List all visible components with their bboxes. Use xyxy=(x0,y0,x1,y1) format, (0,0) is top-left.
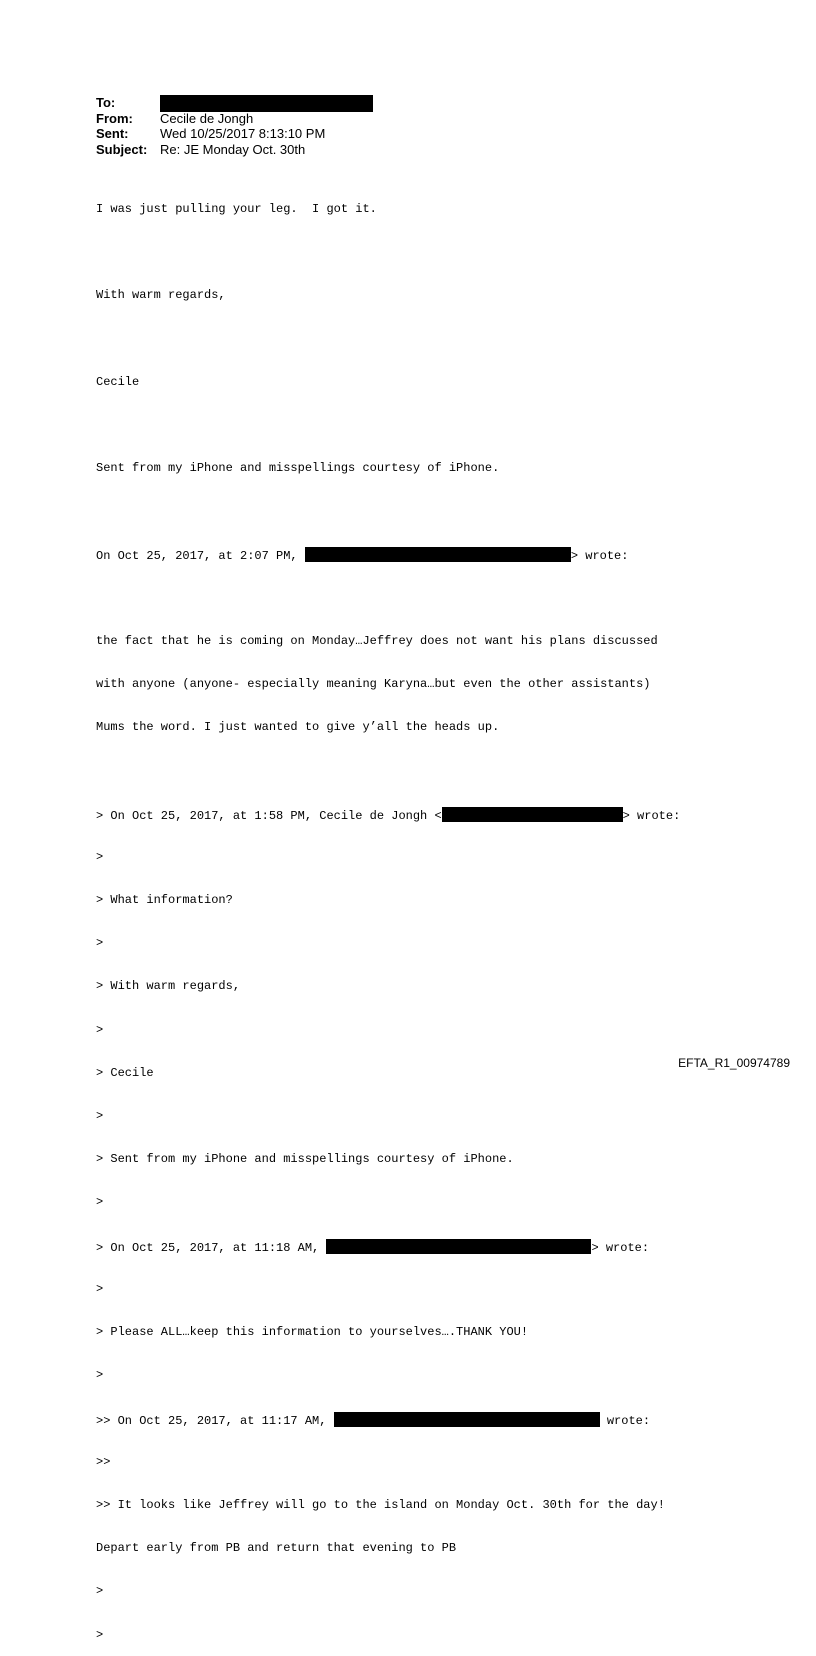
body-line: > xyxy=(96,936,104,951)
subject-value: Re: JE Monday Oct. 30th xyxy=(160,141,306,157)
body-line: Cecile xyxy=(96,374,140,389)
body-line: with anyone (anyone- especially meaning Karyna…but even the other assistants) xyxy=(96,677,651,692)
subject-label: Subject: xyxy=(96,141,148,157)
body-line: > With warm regards, xyxy=(96,979,241,994)
body-line: the fact that he is coming on Monday…Jeffrey does not want his plans discussed xyxy=(96,633,658,648)
from-value: Cecile de Jongh xyxy=(160,110,254,126)
from-row xyxy=(96,111,373,127)
body-line: Depart early from PB and return that evening to PB xyxy=(96,1541,457,1556)
sent-row xyxy=(96,126,373,142)
body-line: >> It looks like Jeffrey will go to the island on Monday Oct. 30th for the day! xyxy=(96,1497,665,1512)
body-line: > xyxy=(96,1281,104,1296)
redaction-box xyxy=(442,807,623,822)
body-line: > Cecile xyxy=(96,1065,154,1080)
redaction-box xyxy=(160,95,373,112)
email-body xyxy=(96,173,680,1656)
body-line: I was just pulling your leg. I got it. xyxy=(96,201,377,216)
body-line: > xyxy=(96,1584,104,1599)
quote-header-tail: > wrote: xyxy=(622,808,681,823)
body-line: > xyxy=(96,1195,104,1210)
body-line: Mums the word. I just wanted to give y’all the heads up. xyxy=(96,720,500,735)
email-header xyxy=(96,95,373,157)
quote-header-line xyxy=(96,807,680,821)
body-line: >> xyxy=(96,1454,111,1469)
quote-header-tail: > wrote: xyxy=(570,549,629,564)
body-line: > xyxy=(96,1627,104,1642)
to-row xyxy=(96,95,373,111)
quote-header-text: > On Oct 25, 2017, at 11:18 AM, xyxy=(96,1240,327,1255)
redaction-box xyxy=(326,1239,591,1254)
quote-header-tail: > wrote: xyxy=(591,1240,650,1255)
document-id: EFTA_R1_00974789 xyxy=(678,1056,790,1070)
quote-header-line xyxy=(96,1412,680,1426)
subject-row xyxy=(96,142,373,158)
body-line: > Please ALL…keep this information to yourselves….THANK YOU! xyxy=(96,1325,529,1340)
body-line: > Sent from my iPhone and misspellings courtesy of iPhone. xyxy=(96,1152,514,1167)
body-line: With warm regards, xyxy=(96,288,226,303)
redaction-box xyxy=(334,1412,600,1427)
sent-value: Wed 10/25/2017 8:13:10 PM xyxy=(160,126,326,141)
body-line: > xyxy=(96,849,104,864)
quote-header-text: > On Oct 25, 2017, at 1:58 PM, Cecile de Jongh < xyxy=(96,808,442,823)
quote-header-text: On Oct 25, 2017, at 2:07 PM, xyxy=(96,549,305,564)
body-line: > What information? xyxy=(96,893,233,908)
from-label: From: xyxy=(96,110,133,126)
body-line: > xyxy=(96,1368,104,1383)
quote-header-tail: wrote: xyxy=(599,1413,651,1428)
to-label: To: xyxy=(96,95,116,110)
redaction-box xyxy=(305,547,571,562)
quote-header-line xyxy=(96,547,680,564)
body-line: Sent from my iPhone and misspellings courtesy of iPhone. xyxy=(96,461,500,476)
body-line: > xyxy=(96,1109,104,1124)
quote-header-text: >> On Oct 25, 2017, at 11:17 AM, xyxy=(96,1413,334,1428)
quote-header-line xyxy=(96,1239,680,1253)
sent-label: Sent: xyxy=(96,126,129,141)
body-line: > xyxy=(96,1022,104,1037)
